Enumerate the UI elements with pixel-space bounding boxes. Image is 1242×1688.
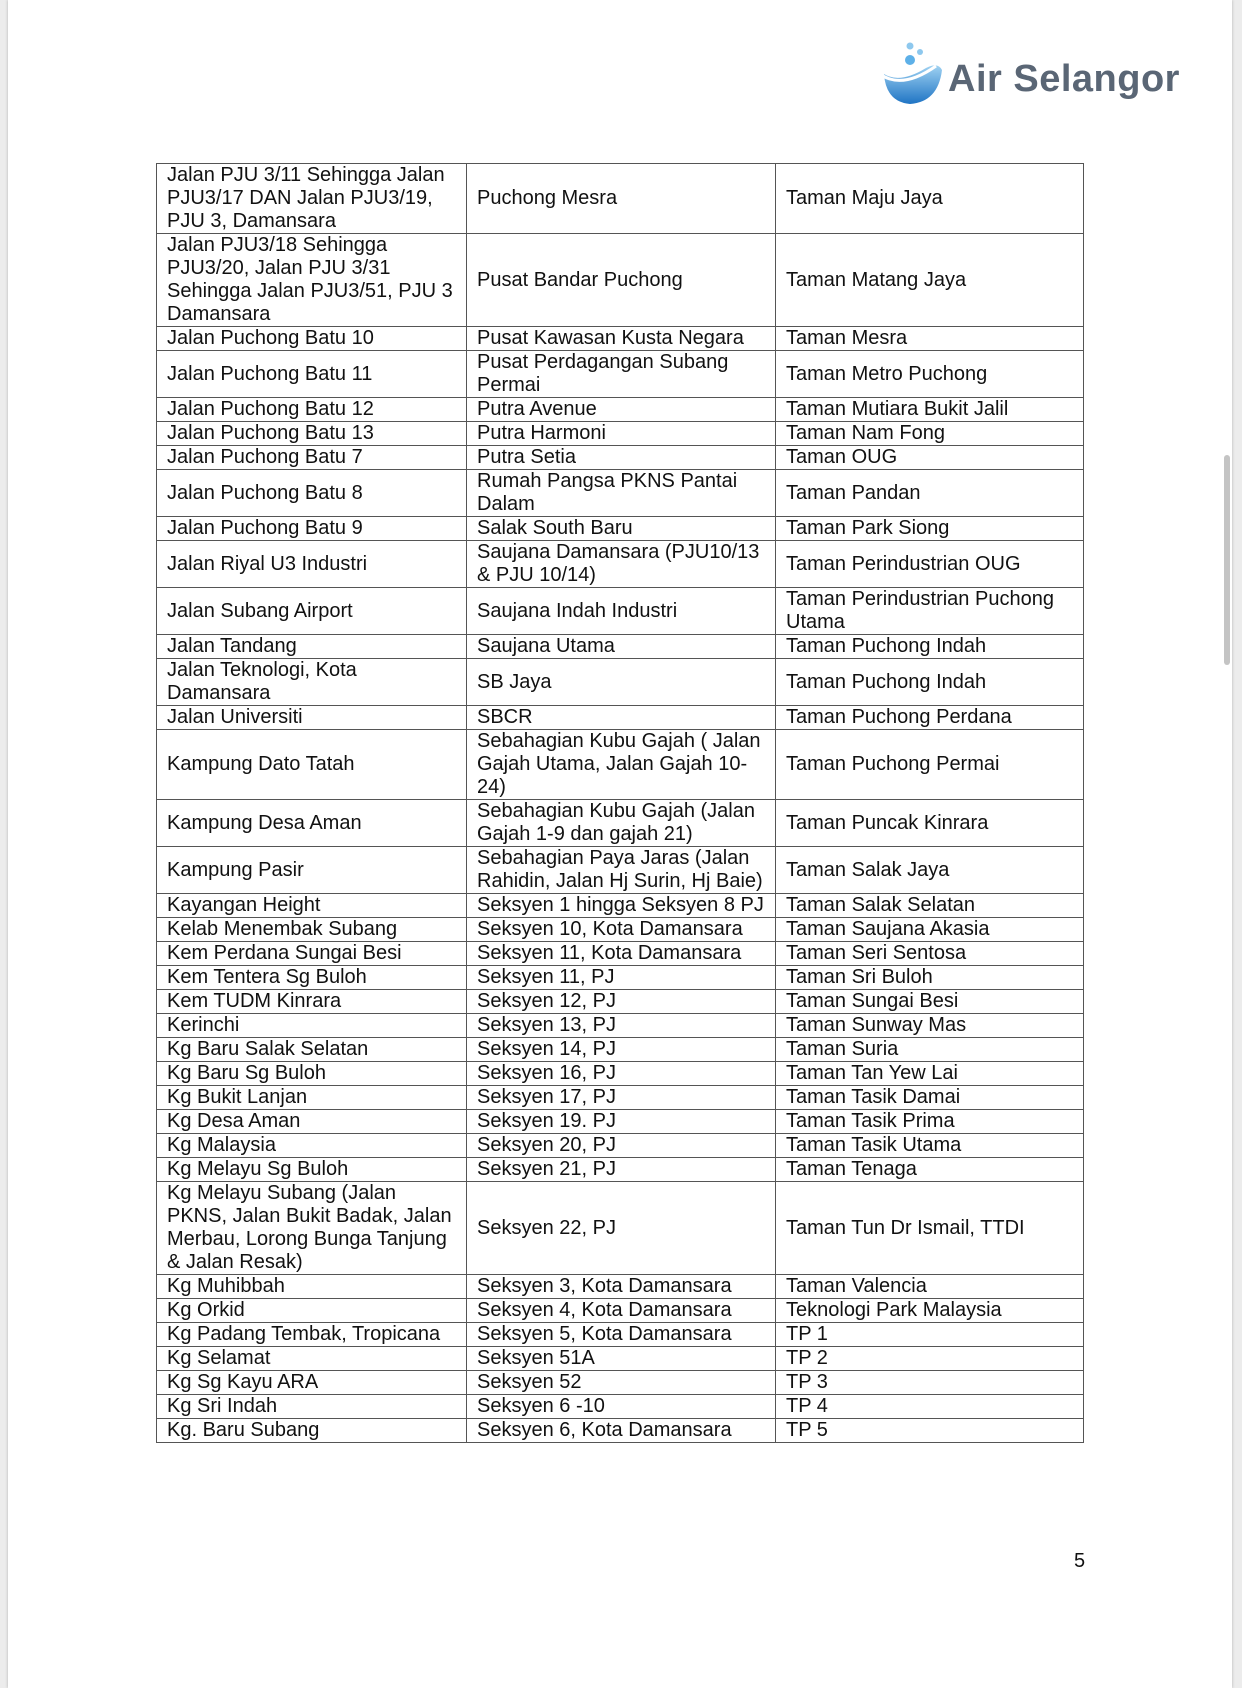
table-cell: Seksyen 16, PJ <box>467 1062 776 1086</box>
table-cell: Seksyen 6, Kota Damansara <box>467 1419 776 1443</box>
scrollbar-thumb[interactable] <box>1224 455 1230 665</box>
table-row <box>157 1299 1084 1323</box>
table-cell: Jalan Puchong Batu 10 <box>157 327 467 351</box>
table-cell: Taman Maju Jaya <box>776 164 1084 234</box>
table-cell: Kg Selamat <box>157 1347 467 1371</box>
table-row <box>157 1038 1084 1062</box>
table-cell: Taman Tenaga <box>776 1158 1084 1182</box>
table-cell: Taman Puchong Permai <box>776 730 1084 800</box>
table-cell: Kg Orkid <box>157 1299 467 1323</box>
table-cell: Puchong Mesra <box>467 164 776 234</box>
table-row <box>157 1419 1084 1443</box>
table-cell: Kem TUDM Kinrara <box>157 990 467 1014</box>
table-cell: Kg Sri Indah <box>157 1395 467 1419</box>
table-cell: TP 1 <box>776 1323 1084 1347</box>
table-row <box>157 1014 1084 1038</box>
table-cell: Rumah Pangsa PKNS Pantai Dalam <box>467 470 776 517</box>
table-cell: Taman Tan Yew Lai <box>776 1062 1084 1086</box>
table-cell: Taman Pandan <box>776 470 1084 517</box>
table-row <box>157 1110 1084 1134</box>
table-cell: Seksyen 51A <box>467 1347 776 1371</box>
table-cell: Sebahagian Kubu Gajah (Jalan Gajah 1-9 dan gajah 21) <box>467 800 776 847</box>
table-cell: SBCR <box>467 706 776 730</box>
table-cell: Seksyen 12, PJ <box>467 990 776 1014</box>
table-row <box>157 1323 1084 1347</box>
table-cell: Taman Perindustrian Puchong Utama <box>776 588 1084 635</box>
table-cell: Kg Bukit Lanjan <box>157 1086 467 1110</box>
table-cell: TP 5 <box>776 1419 1084 1443</box>
table-row <box>157 1347 1084 1371</box>
table-row <box>157 446 1084 470</box>
table-cell: Jalan Puchong Batu 12 <box>157 398 467 422</box>
table-row <box>157 1371 1084 1395</box>
table-cell: Taman Sri Buloh <box>776 966 1084 990</box>
table-cell: Taman Salak Selatan <box>776 894 1084 918</box>
table-cell: Jalan Teknologi, Kota Damansara <box>157 659 467 706</box>
table-cell: Kg Baru Salak Selatan <box>157 1038 467 1062</box>
table-cell: Seksyen 3, Kota Damansara <box>467 1275 776 1299</box>
table-cell: Jalan Subang Airport <box>157 588 467 635</box>
table-row <box>157 1158 1084 1182</box>
table-cell: Kg Muhibbah <box>157 1275 467 1299</box>
table-cell: Putra Avenue <box>467 398 776 422</box>
table-cell: Taman OUG <box>776 446 1084 470</box>
table-cell: Kg Sg Kayu ARA <box>157 1371 467 1395</box>
table-cell: Taman Sungai Besi <box>776 990 1084 1014</box>
table-cell: Seksyen 14, PJ <box>467 1038 776 1062</box>
table-row <box>157 730 1084 800</box>
page-number: 5 <box>1074 1550 1086 1572</box>
table-cell: Jalan Puchong Batu 9 <box>157 517 467 541</box>
table-row <box>157 990 1084 1014</box>
table-cell: Taman Tasik Utama <box>776 1134 1084 1158</box>
table-row <box>157 942 1084 966</box>
table-cell: Jalan Puchong Batu 7 <box>157 446 467 470</box>
table-cell: Kampung Desa Aman <box>157 800 467 847</box>
table-row <box>157 398 1084 422</box>
table-cell: Taman Valencia <box>776 1275 1084 1299</box>
table-cell: Taman Puncak Kinrara <box>776 800 1084 847</box>
table-cell: Jalan Universiti <box>157 706 467 730</box>
table-row <box>157 966 1084 990</box>
table-row <box>157 894 1084 918</box>
table-row <box>157 847 1084 894</box>
table-row <box>157 1134 1084 1158</box>
table-cell: Jalan Puchong Batu 11 <box>157 351 467 398</box>
table-cell: Sebahagian Paya Jaras (Jalan Rahidin, Jalan Hj Surin, Hj Baie) <box>467 847 776 894</box>
table-cell: Jalan Puchong Batu 13 <box>157 422 467 446</box>
table-cell: Kampung Pasir <box>157 847 467 894</box>
table-cell: Kem Perdana Sungai Besi <box>157 942 467 966</box>
table-cell: Taman Seri Sentosa <box>776 942 1084 966</box>
table-row <box>157 422 1084 446</box>
table-cell: Kayangan Height <box>157 894 467 918</box>
table-body <box>157 164 1084 1443</box>
table-row <box>157 327 1084 351</box>
table-cell: Pusat Kawasan Kusta Negara <box>467 327 776 351</box>
table-cell: Taman Tun Dr Ismail, TTDI <box>776 1182 1084 1275</box>
table-cell: Seksyen 21, PJ <box>467 1158 776 1182</box>
table-cell: Seksyen 11, Kota Damansara <box>467 942 776 966</box>
table-cell: Jalan PJU 3/11 Sehingga Jalan PJU3/17 DAN Jalan PJU3/19, PJU 3, Damansara <box>157 164 467 234</box>
table-cell: Seksyen 10, Kota Damansara <box>467 918 776 942</box>
table-cell: TP 4 <box>776 1395 1084 1419</box>
table-cell: Kem Tentera Sg Buloh <box>157 966 467 990</box>
table-cell: Taman Puchong Perdana <box>776 706 1084 730</box>
table-row <box>157 541 1084 588</box>
table-cell: Kampung Dato Tatah <box>157 730 467 800</box>
table-cell: Taman Matang Jaya <box>776 234 1084 327</box>
table-cell: Pusat Bandar Puchong <box>467 234 776 327</box>
table-row <box>157 517 1084 541</box>
table-cell: Putra Harmoni <box>467 422 776 446</box>
table-row <box>157 706 1084 730</box>
table-cell: Jalan PJU3/18 Sehingga PJU3/20, Jalan PJU 3/31 Sehingga Jalan PJU3/51, PJU 3 Damansara <box>157 234 467 327</box>
table-cell: Putra Setia <box>467 446 776 470</box>
table-cell: Seksyen 11, PJ <box>467 966 776 990</box>
table-row <box>157 470 1084 517</box>
table-cell: Seksyen 52 <box>467 1371 776 1395</box>
table-cell: Taman Mesra <box>776 327 1084 351</box>
table-cell: Seksyen 17, PJ <box>467 1086 776 1110</box>
table-cell: Kg. Baru Subang <box>157 1419 467 1443</box>
table-cell: Taman Metro Puchong <box>776 351 1084 398</box>
table-cell: Seksyen 19. PJ <box>467 1110 776 1134</box>
table-cell: Jalan Tandang <box>157 635 467 659</box>
table-cell: Jalan Puchong Batu 8 <box>157 470 467 517</box>
table-row <box>157 1086 1084 1110</box>
table-row <box>157 164 1084 234</box>
table-cell: Seksyen 13, PJ <box>467 1014 776 1038</box>
table-cell: Taman Mutiara Bukit Jalil <box>776 398 1084 422</box>
water-drop-logo-icon <box>876 40 948 112</box>
table-cell: Kg Malaysia <box>157 1134 467 1158</box>
table-cell: Taman Saujana Akasia <box>776 918 1084 942</box>
table-cell: Kg Padang Tembak, Tropicana <box>157 1323 467 1347</box>
table-cell: Saujana Damansara (PJU10/13 & PJU 10/14) <box>467 541 776 588</box>
table-row <box>157 1395 1084 1419</box>
table-cell: Taman Park Siong <box>776 517 1084 541</box>
table-cell: Taman Tasik Damai <box>776 1086 1084 1110</box>
table-cell: Taman Suria <box>776 1038 1084 1062</box>
table-cell: Seksyen 22, PJ <box>467 1182 776 1275</box>
table-cell: TP 3 <box>776 1371 1084 1395</box>
table-cell: Kelab Menembak Subang <box>157 918 467 942</box>
air-selangor-logo <box>876 40 1196 112</box>
table-row <box>157 635 1084 659</box>
table-cell: Taman Puchong Indah <box>776 635 1084 659</box>
table-row <box>157 351 1084 398</box>
table-cell: Seksyen 6 -10 <box>467 1395 776 1419</box>
table-row <box>157 800 1084 847</box>
table-cell: Taman Sunway Mas <box>776 1014 1084 1038</box>
table-row <box>157 1062 1084 1086</box>
table-cell: Pusat Perdagangan Subang Permai <box>467 351 776 398</box>
table-row <box>157 1275 1084 1299</box>
table-cell: Seksyen 20, PJ <box>467 1134 776 1158</box>
table-cell: Taman Tasik Prima <box>776 1110 1084 1134</box>
area-list-table <box>156 163 1084 1443</box>
table-cell: Teknologi Park Malaysia <box>776 1299 1084 1323</box>
table-row <box>157 588 1084 635</box>
table-cell: Sebahagian Kubu Gajah ( Jalan Gajah Utama, Jalan Gajah 10-24) <box>467 730 776 800</box>
table-cell: Seksyen 5, Kota Damansara <box>467 1323 776 1347</box>
table-cell: Saujana Indah Industri <box>467 588 776 635</box>
table-cell: Seksyen 4, Kota Damansara <box>467 1299 776 1323</box>
table-cell: Taman Salak Jaya <box>776 847 1084 894</box>
table-cell: Kg Melayu Sg Buloh <box>157 1158 467 1182</box>
table-cell: SB Jaya <box>467 659 776 706</box>
table-cell: TP 2 <box>776 1347 1084 1371</box>
table-row <box>157 1182 1084 1275</box>
table-row <box>157 918 1084 942</box>
table-cell: Kg Baru Sg Buloh <box>157 1062 467 1086</box>
table-cell: Saujana Utama <box>467 635 776 659</box>
table-cell: Kg Melayu Subang (Jalan PKNS, Jalan Bukit Badak, Jalan Merbau, Lorong Bunga Tanjung & Jalan Resak) <box>157 1182 467 1275</box>
table-row <box>157 659 1084 706</box>
table-cell: Taman Nam Fong <box>776 422 1084 446</box>
table-cell: Kerinchi <box>157 1014 467 1038</box>
document-page <box>8 0 1232 1688</box>
table-cell: Taman Puchong Indah <box>776 659 1084 706</box>
table-row <box>157 234 1084 327</box>
table-cell: Salak South Baru <box>467 517 776 541</box>
brand-name: Air Selangor <box>948 58 1180 100</box>
table-cell: Seksyen 1 hingga Seksyen 8 PJ <box>467 894 776 918</box>
table-cell: Jalan Riyal U3 Industri <box>157 541 467 588</box>
table-cell: Taman Perindustrian OUG <box>776 541 1084 588</box>
table-cell: Kg Desa Aman <box>157 1110 467 1134</box>
